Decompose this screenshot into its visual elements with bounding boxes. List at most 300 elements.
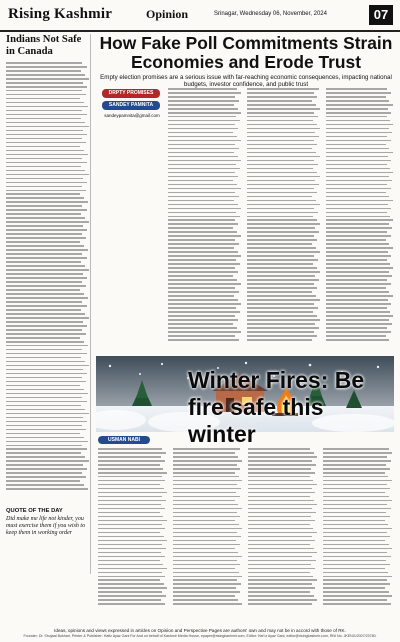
body-text-line bbox=[326, 247, 393, 249]
body-text-line bbox=[173, 472, 235, 474]
body-text-line bbox=[326, 156, 388, 158]
body-text-line bbox=[98, 528, 165, 530]
body-text-line bbox=[6, 285, 86, 287]
body-text-line bbox=[6, 337, 80, 339]
body-text-line bbox=[173, 460, 242, 462]
body-text-line bbox=[326, 104, 393, 106]
body-text-line bbox=[6, 257, 87, 259]
body-text-line bbox=[6, 445, 82, 447]
body-text-line bbox=[6, 253, 82, 255]
body-text-line bbox=[168, 184, 237, 186]
body-text-line bbox=[326, 263, 390, 265]
body-text-line bbox=[326, 287, 386, 289]
body-text-line bbox=[98, 508, 165, 510]
body-text-line bbox=[98, 448, 162, 450]
body-text-line bbox=[248, 500, 314, 502]
body-text-line bbox=[6, 78, 89, 80]
body-text-line bbox=[168, 255, 241, 257]
body-text-line bbox=[247, 88, 319, 90]
body-text-line bbox=[6, 241, 80, 243]
body-text-line bbox=[6, 409, 85, 411]
body-text-line bbox=[168, 148, 239, 150]
body-text-line bbox=[173, 512, 237, 514]
body-text-line bbox=[248, 568, 315, 570]
body-text-line bbox=[6, 225, 83, 227]
body-text-line bbox=[6, 305, 87, 307]
body-text-line bbox=[323, 464, 386, 466]
body-text-line bbox=[173, 587, 236, 589]
body-text-line bbox=[6, 472, 82, 474]
body-text-line bbox=[6, 468, 87, 470]
body-text-line bbox=[168, 247, 234, 249]
body-text-line bbox=[98, 520, 167, 522]
body-text-line bbox=[6, 186, 82, 188]
body-text-line bbox=[323, 520, 385, 522]
body-text-line bbox=[168, 204, 238, 206]
body-text-line bbox=[6, 166, 81, 168]
body-text-line bbox=[248, 468, 311, 470]
body-text-line bbox=[168, 124, 235, 126]
body-text-line bbox=[326, 140, 391, 142]
body-text-line bbox=[247, 339, 312, 341]
body-text-line bbox=[98, 572, 162, 574]
quote-text: Did make me life not kinder, you must exercise them if you wish to keep them in working order bbox=[6, 516, 86, 536]
body-text-line bbox=[323, 572, 388, 574]
body-text-line bbox=[326, 188, 391, 190]
body-text-line bbox=[326, 152, 393, 154]
body-text-line bbox=[168, 104, 234, 106]
body-text-line bbox=[248, 456, 317, 458]
body-text-line bbox=[248, 572, 310, 574]
body-text-line bbox=[6, 433, 80, 435]
body-text-line bbox=[248, 552, 317, 554]
body-text-line bbox=[98, 456, 161, 458]
body-text-line bbox=[326, 303, 391, 305]
body-text-line bbox=[168, 196, 239, 198]
body-text-line bbox=[98, 480, 165, 482]
body-text-line bbox=[168, 128, 238, 130]
body-text-line bbox=[98, 536, 164, 538]
body-text-line bbox=[6, 476, 86, 478]
body-text-line bbox=[323, 448, 389, 450]
body-text-line bbox=[6, 265, 85, 267]
body-text-line bbox=[6, 86, 87, 88]
body-text-line bbox=[6, 114, 87, 116]
body-text-line bbox=[98, 564, 163, 566]
body-text-line bbox=[6, 229, 87, 231]
body-text-line bbox=[6, 413, 89, 415]
body-text-line bbox=[168, 307, 236, 309]
body-text-line bbox=[247, 112, 314, 114]
body-text-line bbox=[6, 193, 80, 195]
body-text-line bbox=[6, 488, 88, 490]
body-text-line bbox=[98, 556, 165, 558]
body-text-line bbox=[168, 120, 240, 122]
body-text-line bbox=[173, 560, 237, 562]
body-text-line bbox=[247, 92, 314, 94]
body-text-line bbox=[6, 452, 81, 454]
body-text-line bbox=[6, 333, 86, 335]
body-text-line bbox=[247, 192, 317, 194]
body-text-line bbox=[6, 405, 81, 407]
body-text-line bbox=[326, 164, 387, 166]
body-text-line bbox=[168, 200, 234, 202]
body-text-line bbox=[247, 160, 314, 162]
body-text-line bbox=[173, 564, 240, 566]
page-header bbox=[0, 0, 400, 32]
body-text-line bbox=[323, 500, 392, 502]
body-text-line bbox=[98, 496, 162, 498]
masthead-logo: Rising Kashmir bbox=[8, 6, 113, 22]
body-text-line bbox=[326, 331, 391, 333]
body-text-line bbox=[326, 315, 393, 317]
body-text-line bbox=[173, 452, 235, 454]
body-text-line bbox=[98, 595, 166, 597]
body-text-line bbox=[247, 235, 314, 237]
body-text-line bbox=[6, 417, 83, 419]
body-text-line bbox=[247, 271, 320, 273]
body-text-line bbox=[326, 231, 387, 233]
body-text-line bbox=[6, 66, 87, 68]
body-text-line bbox=[6, 357, 81, 359]
body-text-line bbox=[247, 96, 317, 98]
body-text-line bbox=[98, 552, 161, 554]
body-text-line bbox=[6, 321, 83, 323]
body-text-line bbox=[248, 476, 310, 478]
body-text-line bbox=[173, 599, 238, 601]
body-text-line bbox=[248, 484, 317, 486]
body-text-line bbox=[326, 100, 389, 102]
body-text-line bbox=[6, 365, 89, 367]
body-text-line bbox=[323, 576, 392, 578]
body-text-line bbox=[323, 508, 391, 510]
body-text-line bbox=[168, 267, 235, 269]
body-text-line bbox=[247, 132, 315, 134]
body-text-line bbox=[173, 540, 236, 542]
body-text-line bbox=[326, 108, 388, 110]
body-text-line bbox=[248, 564, 311, 566]
body-text-line bbox=[247, 172, 317, 174]
body-text-line bbox=[247, 104, 316, 106]
body-text-line bbox=[326, 243, 389, 245]
body-text-line bbox=[326, 160, 391, 162]
body-text-line bbox=[323, 484, 387, 486]
body-text-line bbox=[247, 196, 312, 198]
body-text-line bbox=[6, 441, 88, 443]
body-text-line bbox=[6, 205, 82, 207]
body-text-line bbox=[6, 150, 84, 152]
body-text-line bbox=[247, 247, 316, 249]
body-text-line bbox=[323, 480, 392, 482]
body-text-line bbox=[247, 148, 312, 150]
body-text-line bbox=[326, 148, 389, 150]
body-text-line bbox=[323, 564, 390, 566]
body-text-line bbox=[6, 293, 84, 295]
body-text-line bbox=[247, 303, 314, 305]
body-text-line bbox=[247, 311, 313, 313]
body-text-line bbox=[323, 595, 392, 597]
body-text-line bbox=[323, 524, 388, 526]
body-text-line bbox=[6, 217, 85, 219]
body-text-line bbox=[248, 548, 314, 550]
body-text-line bbox=[323, 548, 392, 550]
body-text-line bbox=[247, 315, 317, 317]
body-text-line bbox=[6, 421, 87, 423]
body-text-line bbox=[247, 100, 312, 102]
body-text-line bbox=[247, 144, 317, 146]
body-text-line bbox=[6, 345, 88, 347]
body-text-line bbox=[98, 583, 164, 585]
body-text-line bbox=[6, 94, 86, 96]
body-text-line bbox=[168, 299, 238, 301]
body-text-line bbox=[326, 327, 387, 329]
body-text-line bbox=[173, 500, 235, 502]
body-text-line bbox=[6, 341, 84, 343]
body-text-line bbox=[98, 476, 162, 478]
body-text-line bbox=[98, 587, 167, 589]
body-text-line bbox=[326, 271, 389, 273]
body-text-line bbox=[6, 174, 89, 176]
body-text-line bbox=[326, 235, 391, 237]
body-text-line bbox=[173, 595, 235, 597]
body-text-line bbox=[323, 544, 389, 546]
body-text-line bbox=[6, 429, 86, 431]
body-text-line bbox=[6, 273, 83, 275]
body-text-line bbox=[247, 327, 319, 329]
body-text-line bbox=[323, 468, 390, 470]
body-text-line bbox=[247, 255, 314, 257]
body-text-line bbox=[6, 261, 81, 263]
body-text-line bbox=[168, 160, 241, 162]
body-text-line bbox=[173, 468, 240, 470]
body-text-line bbox=[247, 291, 312, 293]
body-text-line bbox=[98, 603, 165, 605]
quote-title: QUOTE OF THE DAY bbox=[6, 508, 63, 514]
body-text-line bbox=[323, 579, 387, 581]
body-text-line bbox=[247, 263, 313, 265]
body-text-line bbox=[248, 512, 316, 514]
body-text-line bbox=[248, 599, 317, 601]
body-text-line bbox=[326, 311, 390, 313]
body-text-line bbox=[168, 152, 234, 154]
body-text-line bbox=[168, 275, 233, 277]
body-text-line bbox=[168, 271, 238, 273]
body-text-line bbox=[168, 319, 238, 321]
body-text-line bbox=[247, 128, 320, 130]
body-text-line bbox=[323, 456, 387, 458]
body-text-line bbox=[247, 299, 320, 301]
body-text-line bbox=[326, 212, 387, 214]
body-text-line bbox=[247, 188, 314, 190]
body-text-line bbox=[247, 164, 318, 166]
body-text-line bbox=[323, 516, 390, 518]
body-text-line bbox=[168, 315, 235, 317]
body-text-line bbox=[6, 484, 84, 486]
body-text-line bbox=[248, 508, 312, 510]
body-text-line bbox=[248, 583, 312, 585]
body-text-line bbox=[6, 130, 83, 132]
body-text-line bbox=[326, 299, 388, 301]
body-text-line bbox=[326, 116, 387, 118]
body-text-line bbox=[248, 587, 315, 589]
body-text-line bbox=[326, 227, 392, 229]
body-text-line bbox=[323, 536, 390, 538]
body-text-line bbox=[98, 516, 163, 518]
body-text-line bbox=[6, 373, 87, 375]
body-text-line bbox=[6, 245, 84, 247]
body-text-line bbox=[323, 504, 387, 506]
body-text-line bbox=[323, 488, 390, 490]
body-text-line bbox=[173, 579, 237, 581]
body-text-line bbox=[248, 540, 315, 542]
body-text-line bbox=[168, 331, 241, 333]
body-text-line bbox=[247, 216, 313, 218]
body-text-line bbox=[168, 168, 240, 170]
body-text-line bbox=[6, 170, 85, 172]
body-text-line bbox=[248, 460, 312, 462]
body-text-line bbox=[326, 251, 388, 253]
body-text-line bbox=[248, 544, 310, 546]
body-text-line bbox=[326, 176, 389, 178]
body-text-line bbox=[247, 239, 317, 241]
body-text-line bbox=[247, 227, 315, 229]
body-text-line bbox=[168, 291, 239, 293]
winter-article-title: Winter Fires: Be fire safe this winter bbox=[188, 367, 365, 447]
body-text-line bbox=[248, 488, 312, 490]
body-text-line bbox=[98, 544, 162, 546]
body-text-line bbox=[6, 233, 82, 235]
main-article-title: How Fake Poll Commitments Strain Economies and Erode Trust bbox=[99, 33, 393, 72]
body-text-line bbox=[6, 106, 88, 108]
body-text-line bbox=[326, 307, 387, 309]
body-text-line bbox=[326, 219, 393, 221]
body-text-line bbox=[248, 536, 312, 538]
body-text-line bbox=[168, 279, 237, 281]
body-text-line bbox=[6, 138, 82, 140]
body-text-line bbox=[6, 74, 85, 76]
body-text-line bbox=[326, 128, 389, 130]
body-text-line bbox=[173, 496, 240, 498]
body-text-line bbox=[247, 204, 320, 206]
body-text-line bbox=[323, 587, 385, 589]
body-text-line bbox=[168, 295, 234, 297]
body-text-line bbox=[326, 223, 389, 225]
body-text-line bbox=[168, 112, 241, 114]
body-text-line bbox=[6, 213, 81, 215]
body-text-line bbox=[247, 231, 319, 233]
body-text-line bbox=[6, 269, 89, 271]
body-text-line bbox=[173, 484, 237, 486]
body-text-line bbox=[168, 219, 235, 221]
body-text-line bbox=[326, 132, 392, 134]
body-text-line bbox=[323, 556, 391, 558]
body-text-line bbox=[6, 301, 82, 303]
body-text-line bbox=[248, 504, 317, 506]
body-text-line bbox=[248, 595, 314, 597]
body-text-line bbox=[98, 591, 162, 593]
body-text-line bbox=[6, 201, 88, 203]
author-pill-2: SANDEY PAMNITA bbox=[102, 101, 160, 110]
body-text-line bbox=[248, 448, 310, 450]
author-pill-1: DRPTY PROMISES bbox=[102, 89, 160, 98]
body-text-line bbox=[173, 572, 239, 574]
body-text-line bbox=[248, 496, 310, 498]
body-text-line bbox=[6, 162, 87, 164]
body-text-line bbox=[168, 339, 239, 341]
body-text-line bbox=[247, 120, 313, 122]
body-text-line bbox=[6, 401, 87, 403]
body-text-line bbox=[247, 279, 319, 281]
body-text-line bbox=[173, 583, 241, 585]
body-text-line bbox=[326, 323, 392, 325]
body-text-line bbox=[168, 144, 235, 146]
left-article-body bbox=[6, 62, 90, 490]
body-text-line bbox=[323, 560, 386, 562]
body-text-line bbox=[247, 259, 318, 261]
body-text-line bbox=[6, 190, 86, 192]
body-text-line bbox=[173, 548, 235, 550]
body-text-line bbox=[168, 227, 233, 229]
body-text-line bbox=[173, 448, 240, 450]
body-text-line bbox=[323, 583, 390, 585]
body-text-line bbox=[173, 544, 240, 546]
body-text-line bbox=[168, 108, 238, 110]
body-text-line bbox=[6, 102, 84, 104]
body-text-line bbox=[6, 397, 82, 399]
body-text-line bbox=[168, 263, 240, 265]
body-text-line bbox=[6, 281, 82, 283]
body-text-line bbox=[6, 70, 81, 72]
body-text-line bbox=[6, 349, 82, 351]
body-text-line bbox=[326, 279, 387, 281]
body-text-line bbox=[6, 325, 87, 327]
body-text-line bbox=[98, 492, 167, 494]
body-text-line bbox=[326, 259, 387, 261]
body-text-line bbox=[98, 452, 166, 454]
body-text-line bbox=[326, 88, 387, 90]
body-text-line bbox=[168, 323, 233, 325]
main-article-subtitle: Empty election promises are a serious issue with far-reaching economic consequences, impacting national budgets, investor confidence, and public trust bbox=[100, 74, 392, 88]
body-text-line bbox=[173, 552, 238, 554]
body-text-line bbox=[6, 154, 88, 156]
body-text-line bbox=[98, 512, 160, 514]
body-text-line bbox=[98, 488, 164, 490]
body-text-line bbox=[173, 476, 239, 478]
body-text-line bbox=[323, 460, 391, 462]
body-text-line bbox=[247, 156, 320, 158]
body-text-line bbox=[168, 259, 236, 261]
body-text-line bbox=[6, 456, 85, 458]
body-text-line bbox=[326, 92, 391, 94]
body-text-line bbox=[168, 140, 241, 142]
body-text-line bbox=[6, 178, 83, 180]
body-text-line bbox=[326, 204, 388, 206]
body-text-line bbox=[168, 223, 238, 225]
body-text-line bbox=[6, 448, 87, 450]
body-text-line bbox=[168, 251, 238, 253]
body-text-line bbox=[247, 251, 320, 253]
body-text-line bbox=[168, 164, 236, 166]
body-text-line bbox=[168, 283, 241, 285]
body-text-line bbox=[168, 96, 235, 98]
main-article-column-1 bbox=[168, 86, 242, 356]
quote-box bbox=[6, 508, 90, 537]
body-text-line bbox=[323, 476, 388, 478]
body-text-line bbox=[6, 134, 87, 136]
winter-column-1 bbox=[98, 446, 168, 626]
body-text-line bbox=[326, 267, 393, 269]
body-text-line bbox=[173, 516, 240, 518]
